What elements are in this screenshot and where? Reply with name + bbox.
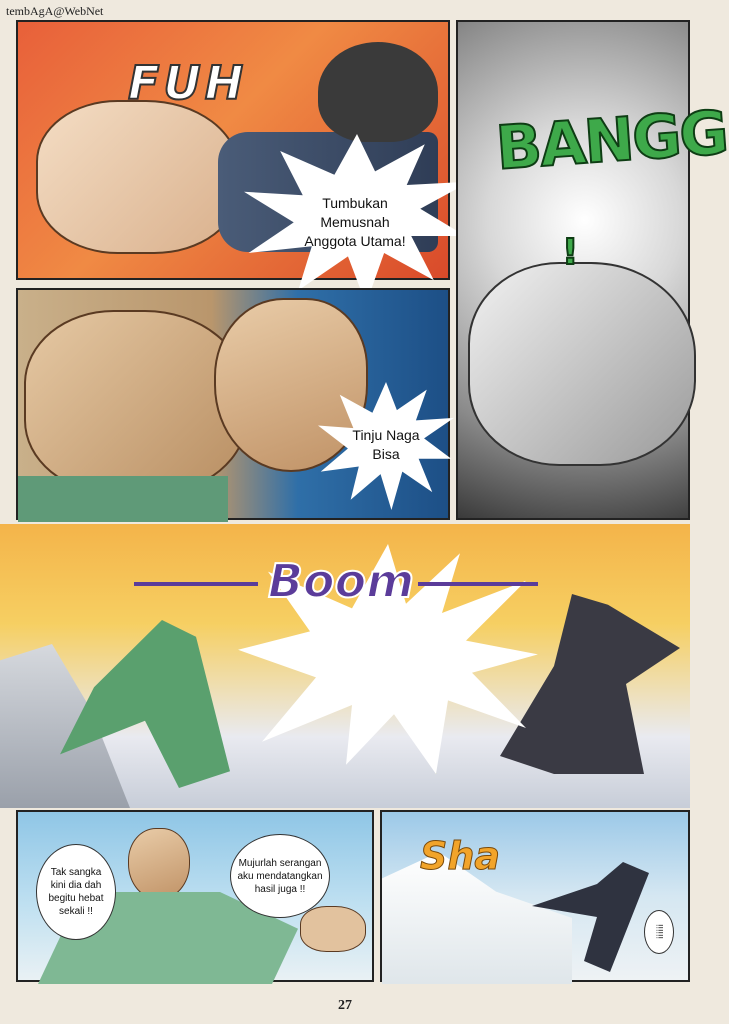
speech-burst-text: Tinju Naga Bisa: [352, 427, 420, 462]
fighter-head-illustration: [318, 42, 438, 142]
panel-6: [380, 810, 690, 982]
panel-1: [16, 20, 450, 280]
speech-bubble-exclaim: !!!!!!: [644, 910, 674, 954]
sfx-bangg: BANGG: [493, 98, 729, 184]
panel-5: [16, 810, 374, 982]
panel-4: [0, 524, 690, 808]
sfx-fuh: FUH: [128, 56, 248, 110]
page-number: 27: [338, 998, 352, 1013]
fighter-coat-illustration: [18, 476, 228, 522]
speech-burst-text: Tumbukan Memusnah Anggota Utama!: [304, 194, 406, 249]
watermark: tembAgA@WebNet: [6, 4, 104, 18]
sfx-arrow-left: [134, 582, 258, 586]
sfx-sha: Sha: [420, 834, 501, 878]
sfx-boom: Boom: [268, 554, 415, 608]
sfx-arrow-right: [418, 582, 538, 586]
fist-illustration: [300, 906, 366, 952]
fist-illustration: [36, 100, 240, 254]
fighter-smiling-illustration: [128, 828, 190, 900]
speech-bubble-left: Tak sangka kini dia dah begitu hebat sekali !!: [36, 844, 116, 940]
panel-3: [16, 288, 450, 520]
panel-2: [456, 20, 729, 520]
fighter-dark-coat-illustration: [500, 594, 680, 774]
speech-bubble-right: Mujurlah serangan aku mendatangkan hasil juga !!: [230, 834, 330, 918]
sfx-bangg-mark: !: [562, 232, 579, 273]
fist-illustration: [24, 310, 248, 494]
fist-closeup-illustration: [468, 262, 696, 466]
